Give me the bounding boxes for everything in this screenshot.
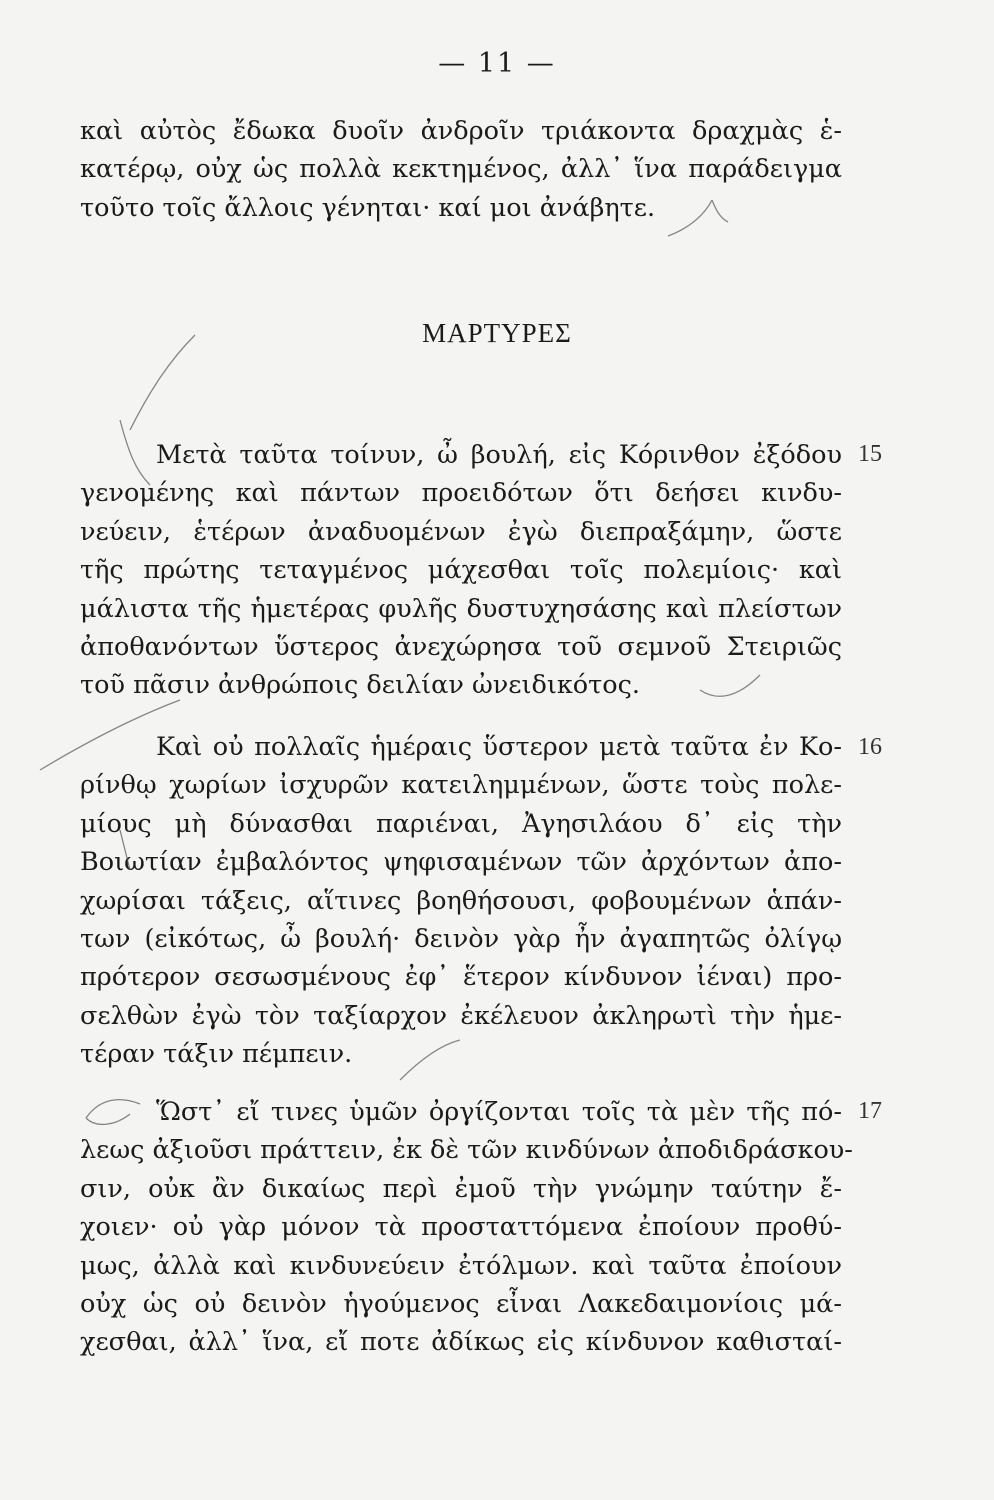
- text-line: τέραν τάξιν πέμπειν.: [80, 1039, 353, 1070]
- text-line: πρότερον σεσωσμένους ἐφ᾽ ἕτερον κίνδυνον ἰέναι) προ-: [80, 962, 842, 993]
- text-line: μάλιστα τῆς ἡμετέρας φυλῆς δυστυχησάσης καὶ πλείστων: [80, 593, 842, 624]
- text-line: γενομένης καὶ πάντων προειδότων ὅτι δεήσει κινδυ-: [80, 478, 842, 509]
- text-line: κατέρῳ, οὐχ ὡς πολλὰ κεκτημένος, ἀλλ᾽ ἵνα παράδειγμα: [80, 154, 842, 185]
- text-line: σιν, οὐκ ἂν δικαίως περὶ ἐμοῦ τὴν γνώμην ταύτην ἔ-: [80, 1173, 842, 1204]
- text-line: Μετὰ ταῦτα τοίνυν, ὦ βουλή, εἰς Κόρινθον ἐξόδου: [156, 440, 842, 470]
- text-line: τοῦτο τοῖς ἄλλοις γένηται· καί μοι ἀνάβητε.: [80, 192, 656, 223]
- pencil-margin-stroke: [130, 335, 195, 430]
- paragraph-17: [80, 1093, 853, 1362]
- text-line: καὶ αὐτὸς ἔδωκα δυοῖν ἀνδροῖν τριάκοντα δραχμὰς ἑ-: [80, 116, 842, 146]
- section-heading: ΜΑΡΤΥΡΕΣ: [422, 318, 572, 348]
- text-line: Καὶ οὐ πολλαῖς ἡμέραις ὕστερον μετὰ ταῦτα ἐν Κο-: [156, 732, 842, 762]
- text-line: ρίνθῳ χωρίων ἰσχυρῶν κατειλημμένων, ὥστε τοὺς πολε-: [80, 770, 842, 801]
- text-line: σελθὼν ἐγὼ τὸν ταξίαρχον ἐκέλευον ἀκληρωτὶ τὴν ἡμε-: [80, 1000, 842, 1031]
- section-number-15: 15: [858, 441, 882, 467]
- section-number-16: 16: [858, 734, 882, 760]
- intro-paragraph: [80, 112, 842, 227]
- page-number: — 11 —: [438, 48, 556, 79]
- text-line: τῆς πρώτης τεταγμένος μάχεσθαι τοῖς πολεμίοις· καὶ: [80, 555, 842, 586]
- text-line: χοιεν· οὐ γὰρ μόνον τὰ προσταττόμενα ἐποίουν προθύ-: [80, 1212, 842, 1243]
- text-line: οὐχ ὡς οὐ δεινὸν ἡγούμενος εἶναι Λακεδαιμονίοις μά-: [80, 1289, 842, 1320]
- text-line: τοῦ πᾶσιν ἀνθρώποις δειλίαν ὠνειδικότος.: [80, 670, 640, 701]
- text-line: των (εἰκότως, ὦ βουλή· δεινὸν γὰρ ἦν ἀγαπητῶς ὀλίγῳ: [80, 924, 842, 955]
- text-line: χωρίσαι τάξεις, αἵτινες βοηθήσουσι, φοβουμένων ἁπάν-: [80, 885, 842, 916]
- text-line: χεσθαι, ἀλλ᾽ ἵνα, εἴ ποτε ἀδίκως εἰς κίνδυνον καθισταί-: [80, 1327, 842, 1358]
- text-line: λεως ἀξιοῦσι πράττειν, ἐκ δὲ τῶν κινδύνων ἀποδιδράσκου-: [80, 1135, 853, 1166]
- text-line: μίους μὴ δύνασθαι παριέναι, Ἀγησιλάου δ᾽ εἰς τὴν: [80, 808, 842, 839]
- text-line: μως, ἀλλὰ καὶ κινδυνεύειν ἐτόλμων. καὶ ταῦτα ἐποίουν: [80, 1250, 842, 1281]
- paragraph-16: [80, 728, 842, 1074]
- text-line: ἀποθανόντων ὕστερος ἀνεχώρησα τοῦ σεμνοῦ Στειριῶς: [80, 632, 842, 663]
- section-number-17: 17: [858, 1098, 882, 1124]
- text-line: νεύειν, ἑτέρων ἀναδυομένων ἐγὼ διεπραξάμην, ὥστε: [80, 516, 842, 547]
- paragraph-15: [80, 436, 842, 705]
- text-line: Ὥστ᾽ εἴ τινες ὑμῶν ὀργίζονται τοῖς τὰ μὲν τῆς πό-: [156, 1097, 842, 1127]
- text-line: Βοιωτίαν ἐμβαλόντος ψηφισαμένων τῶν ἀρχόντων ἀπο-: [80, 847, 842, 878]
